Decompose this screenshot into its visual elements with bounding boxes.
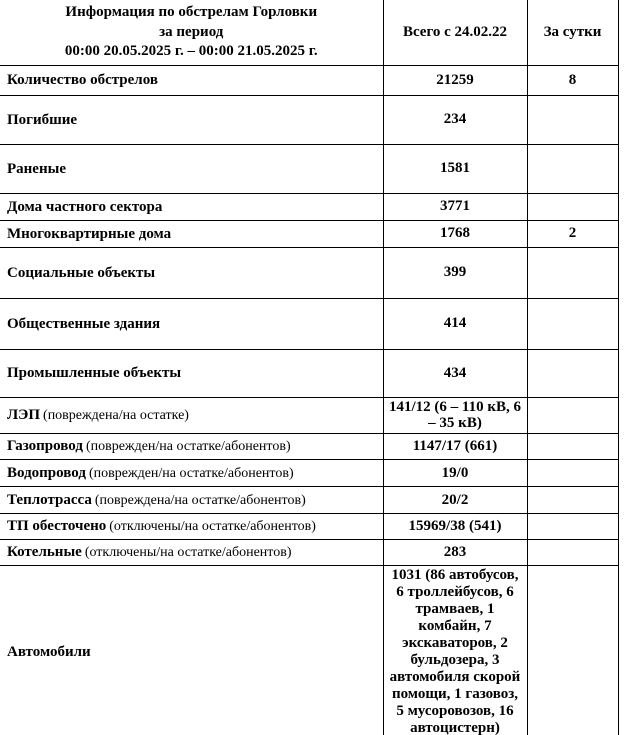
row-total-value: 1768 <box>383 220 527 247</box>
table-row <box>0 434 618 460</box>
row-label-cell <box>0 349 383 397</box>
header-row <box>0 0 618 65</box>
table-row <box>0 298 618 349</box>
row-label-note: (повреждена/на остатке/абонентов) <box>94 492 306 508</box>
row-total-value: 1147/17 (661) <box>383 434 527 460</box>
row-label-cell <box>0 144 383 193</box>
table-row <box>0 65 618 95</box>
table-row <box>0 397 618 434</box>
table-row <box>0 247 618 298</box>
table-row <box>0 193 618 220</box>
table-row <box>0 460 618 487</box>
table-title-line2: за период <box>159 23 224 40</box>
row-total-value: 434 <box>383 349 527 397</box>
row-daily-value <box>527 434 618 460</box>
row-total-value: 414 <box>383 298 527 349</box>
row-label-note: (поврежден/на остатке/абонентов) <box>88 465 294 481</box>
row-label-cell <box>0 193 383 220</box>
table-row <box>0 540 618 566</box>
row-total-value: 21259 <box>383 65 527 95</box>
row-label: Водопровод <box>7 464 86 481</box>
row-daily-value <box>527 397 618 434</box>
table-row <box>0 514 618 540</box>
row-daily-value <box>527 540 618 566</box>
row-label-cell <box>0 434 383 460</box>
row-daily-value: 2 <box>527 220 618 247</box>
row-label: Газопровод <box>7 438 83 455</box>
row-total-value: 399 <box>383 247 527 298</box>
row-label-note: (отключены/на остатке/абонентов) <box>109 519 316 535</box>
row-label-cell <box>0 397 383 434</box>
column-header-daily: За сутки <box>527 0 618 65</box>
row-label: Дома частного сектора <box>7 198 163 215</box>
row-label-cell <box>0 65 383 95</box>
row-daily-value <box>527 349 618 397</box>
row-daily-value <box>527 247 618 298</box>
row-total-value: 283 <box>383 540 527 566</box>
table-row <box>0 144 618 193</box>
row-daily-value <box>527 193 618 220</box>
table-row <box>0 487 618 514</box>
row-total-value: 141/12 (6 – 110 кВ, 6 – 35 кВ) <box>383 397 527 434</box>
row-daily-value <box>527 144 618 193</box>
row-label-cell <box>0 95 383 144</box>
row-total-value: 19/0 <box>383 460 527 487</box>
table-title-line3: 00:00 20.05.2025 г. – 00:00 21.05.2025 г. <box>64 43 318 59</box>
table-row <box>0 566 618 735</box>
row-total-value: 15969/38 (541) <box>383 514 527 540</box>
row-total-value: 20/2 <box>383 487 527 514</box>
row-total-value: 1581 <box>383 144 527 193</box>
table-row <box>0 220 618 247</box>
row-label: ТП обесточено <box>7 518 107 535</box>
table-row <box>0 349 618 397</box>
row-label-cell <box>0 487 383 514</box>
row-label-note: (отключены/на остатке/абонентов) <box>84 545 292 561</box>
table-title-line1: Информация по обстрелам Горловки <box>65 4 318 20</box>
column-header-total: Всего с 24.02.22 <box>383 0 527 65</box>
table-row <box>0 95 618 144</box>
row-label: Котельные <box>7 544 82 561</box>
row-total-value: 1031 (86 автобусов, 6 троллейбусов, 6 трамваев, 1 комбайн, 7 экскаваторов, 2 бульдозера, 3 автомобиля скорой помощи, 1 газовоз, 5 мусоровозов, 16 автоцистерн) <box>383 566 527 735</box>
row-daily-value <box>527 95 618 144</box>
row-daily-value <box>527 487 618 514</box>
row-label: Общественные здания <box>7 315 161 332</box>
row-label-cell <box>0 298 383 349</box>
row-label: Многоквартирные дома <box>7 225 172 242</box>
row-label-cell <box>0 540 383 566</box>
row-label-cell <box>0 247 383 298</box>
row-label-cell <box>0 566 383 735</box>
row-label-cell <box>0 514 383 540</box>
row-label: Погибшие <box>7 111 78 128</box>
row-label-cell <box>0 460 383 487</box>
row-total-value: 234 <box>383 95 527 144</box>
row-total-value: 3771 <box>383 193 527 220</box>
row-daily-value: 8 <box>527 65 618 95</box>
table-title-cell <box>0 0 383 65</box>
row-label: Социальные объекты <box>7 264 156 281</box>
row-label: ЛЭП <box>7 407 41 424</box>
row-label: Количество обстрелов <box>7 72 158 88</box>
row-label-cell <box>0 220 383 247</box>
row-label-note: (поврежден/на остатке/абонентов) <box>85 439 291 455</box>
row-daily-value <box>527 566 618 735</box>
row-label: Теплотрасса <box>7 491 92 508</box>
row-daily-value <box>527 460 618 487</box>
row-label-note: (повреждена/на остатке) <box>43 408 189 424</box>
row-daily-value <box>527 514 618 540</box>
row-label: Раненые <box>7 160 66 177</box>
row-daily-value <box>527 298 618 349</box>
row-label: Промышленные объекты <box>7 365 182 381</box>
row-label: Автомобили <box>7 644 91 661</box>
